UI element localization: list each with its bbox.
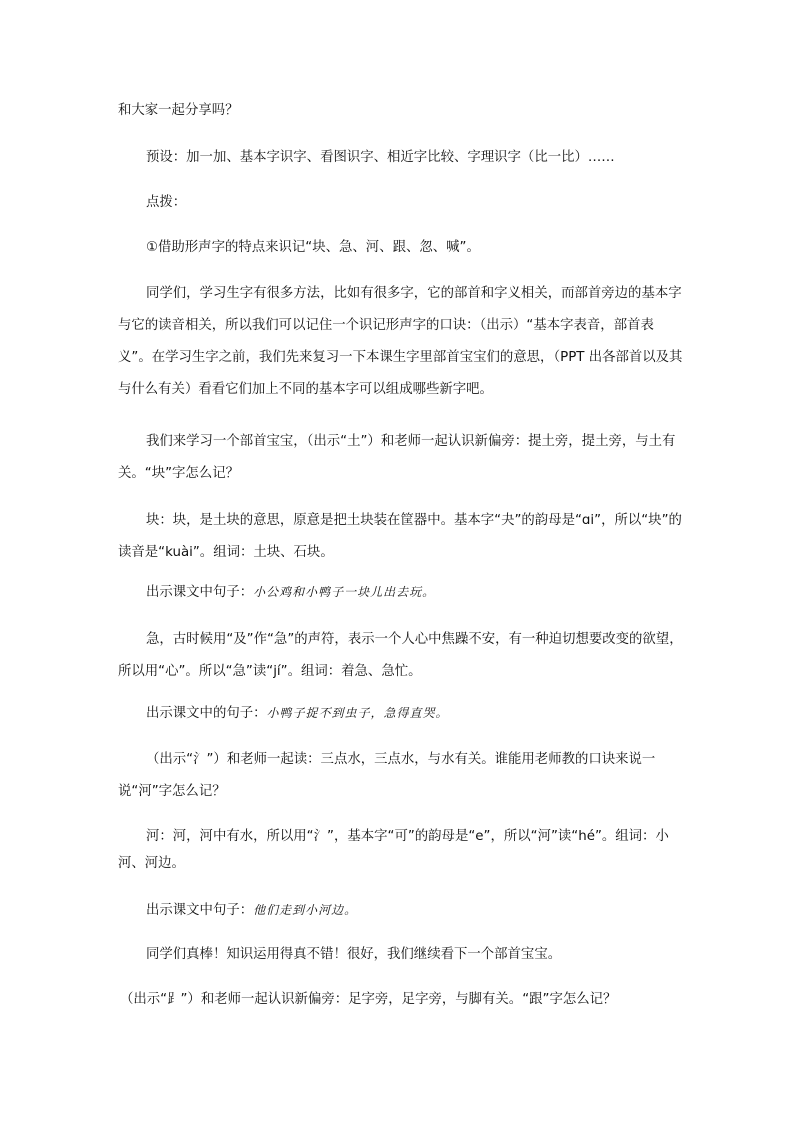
sentence-label: 出示课文中的句子： [146, 706, 267, 721]
textbook-sentence: 小鸭子捉不到虫子，急得直哭。 [266, 706, 449, 720]
paragraph-learning-method: 同学们，学习生字有很多方法，比如有很多字，它的部首和字义相关，而部首旁边的基本字与它的读音相关，所以我们可以记住一个识记形声字的口诀：（出示）“基本字表音，部首表义”。在学习生字之前，我们先来复习一下本课生字里部首宝宝们的意思，（PPT 出各部首以及其与什么有关）看看它们加上不同的基本字可以组成哪些新字吧。 [118, 286, 683, 397]
paragraph-phonetic-tip: ①借助形声字的特点来识记“块、急、河、跟、忽、喊”。 [146, 240, 480, 255]
textbook-sentence: 小公鸡和小鸭子一块儿出去玩。 [253, 585, 436, 599]
paragraph-sentence-he [146, 900, 686, 921]
paragraph-earth-radical: 我们来学习一个部首宝宝，（出示“土”）和老师一起认识新偏旁：提土旁，提土旁，与土有关。“块”字怎么记？ [118, 434, 676, 481]
paragraph-praise: 同学们真棒！知识运用得真不错！很好，我们继续看下一个部首宝宝。 [146, 947, 562, 962]
paragraph-intro-question: 和大家一起分享吗？ [118, 103, 239, 118]
paragraph-guidance-label: 点拨： [146, 195, 187, 210]
paragraph-water-radical: （出示“氵”）和老师一起读：三点水，三点水，与水有关。谁能用老师教的口诀来说一说“河”字怎么记？ [118, 752, 656, 799]
paragraph-preset: 预设：加一加、基本字识字、看图识字、相近字比较、字理识字（比一比）…… [146, 150, 615, 165]
paragraph-he-explanation: 河：河，河中有水，所以用“氵”，基本字“可”的韵母是“e”，所以“河”读“hé”。组词：小河、河边。 [118, 829, 669, 871]
textbook-sentence: 他们走到小河边。 [253, 903, 358, 917]
paragraph-kuai-explanation: 块：块，是土块的意思，原意是把土块装在筐器中。基本字“夬”的韵母是“ɑi”，所以“块”的读音是“kuài”。组词：土块、石块。 [118, 513, 682, 560]
sentence-label: 出示课文中句子： [146, 585, 254, 600]
paragraph-foot-radical: （出示“⻊”）和老师一起认识新偏旁：足字旁，足字旁，与脚有关。“跟”字怎么记？ [120, 992, 617, 1007]
paragraph-sentence-ji [146, 703, 686, 724]
paragraph-sentence-kuai [146, 582, 686, 603]
sentence-label: 出示课文中句子： [146, 903, 254, 918]
paragraph-ji-explanation: 急，古时候用“及”作“急”的声符，表示一个人心中焦躁不安，有一种迫切想要改变的欲望，所以用“心”。所以“急”读“jí”。组词：着急、急忙。 [118, 632, 683, 679]
